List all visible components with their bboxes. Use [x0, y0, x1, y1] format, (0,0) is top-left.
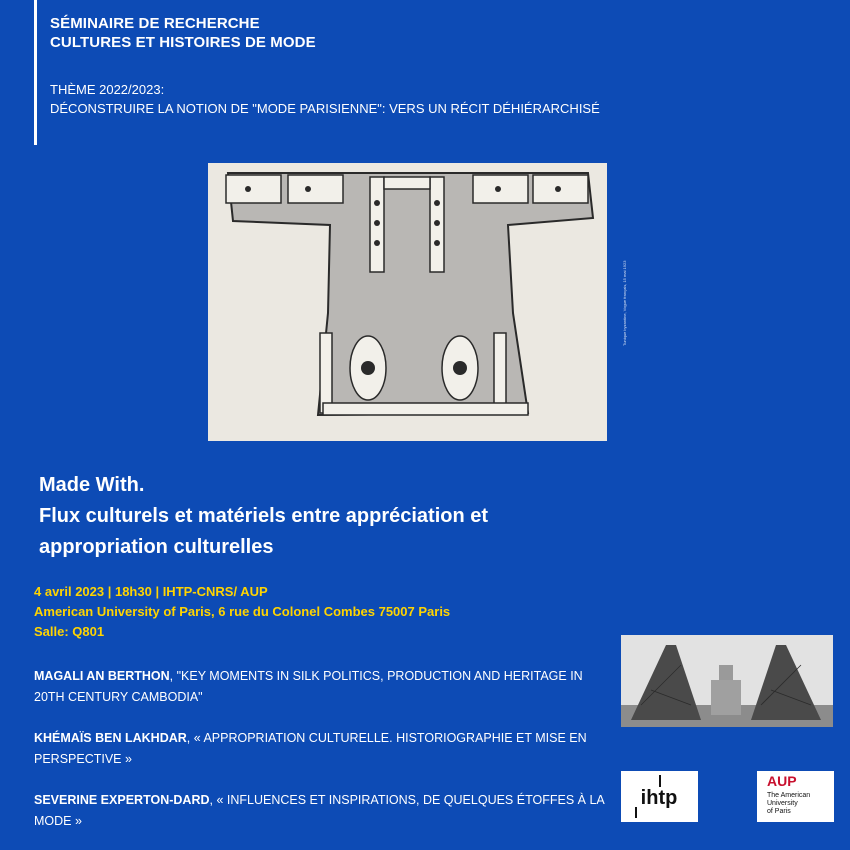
aup-logo	[757, 771, 834, 822]
title-line-3: appropriation culturelles	[39, 536, 274, 558]
ihtp-logo-mark	[621, 771, 698, 822]
aup-line-1: The American	[767, 792, 811, 799]
seminar-heading	[50, 14, 316, 52]
talk-3	[34, 790, 609, 832]
accent-bar	[34, 0, 37, 145]
talk-speaker: KHÉMAÏS BEN LAKHDAR	[34, 731, 187, 745]
ihtp-logo-text: ihtp	[640, 787, 678, 809]
event-info	[34, 582, 450, 642]
aup-logo-mark-text: AUP	[767, 773, 797, 789]
photo-drawing	[621, 635, 833, 727]
theme-line-2: DÉCONSTRUIRE LA NOTION DE "MODE PARISIENNE": VERS UN RÉCIT DÉHIÉRARCHISÉ	[50, 101, 600, 116]
title-line-1: Made With.	[39, 474, 145, 496]
talk-speaker: MAGALI AN BERTHON	[34, 669, 170, 683]
talk-title: , « INFLUENCES ET INSPIRATIONS, DE QUELQUES ÉTOFFES À LA MODE »	[34, 793, 605, 828]
talk-1	[34, 666, 609, 708]
talk-speaker: SEVERINE EXPERTON-DARD	[34, 793, 210, 807]
aup-line-3: of Paris	[767, 808, 791, 815]
tunic-illustration	[208, 163, 607, 441]
image-caption	[622, 236, 632, 346]
seminar-line-2: CULTURES ET HISTOIRES DE MODE	[50, 34, 316, 51]
eiffel-construction-photo	[621, 635, 833, 727]
event-address: American University of Paris, 6 rue du Colonel Combes 75007 Paris	[34, 604, 451, 619]
ihtp-logo	[621, 771, 698, 822]
event-title	[39, 470, 488, 563]
theme-heading	[50, 80, 600, 118]
talk-title: , « APPROPRIATION CULTURELLE. HISTORIOGRAPHIE ET MISE EN PERSPECTIVE »	[34, 731, 587, 766]
talk-title: , "KEY MOMENTS IN SILK POLITICS, PRODUCTION AND HERITAGE IN 20TH CENTURY CAMBODIA"	[34, 669, 583, 704]
theme-line-1: THÈME 2022/2023:	[50, 82, 165, 97]
image-caption-text: Tunique byzantine, Vogue français, 15 mai 1923	[622, 260, 627, 346]
seminar-line-1: SÉMINAIRE DE RECHERCHE	[50, 15, 260, 32]
event-date: 4 avril 2023 | 18h30 | IHTP-CNRS/ AUP	[34, 584, 268, 599]
event-room: Salle: Q801	[34, 624, 105, 639]
title-line-2: Flux culturels et matériels entre appréciation et	[39, 505, 489, 527]
aup-line-2: University	[767, 800, 798, 807]
talk-2	[34, 728, 609, 770]
tunic-drawing	[208, 163, 607, 441]
aup-logo-mark	[757, 771, 834, 822]
